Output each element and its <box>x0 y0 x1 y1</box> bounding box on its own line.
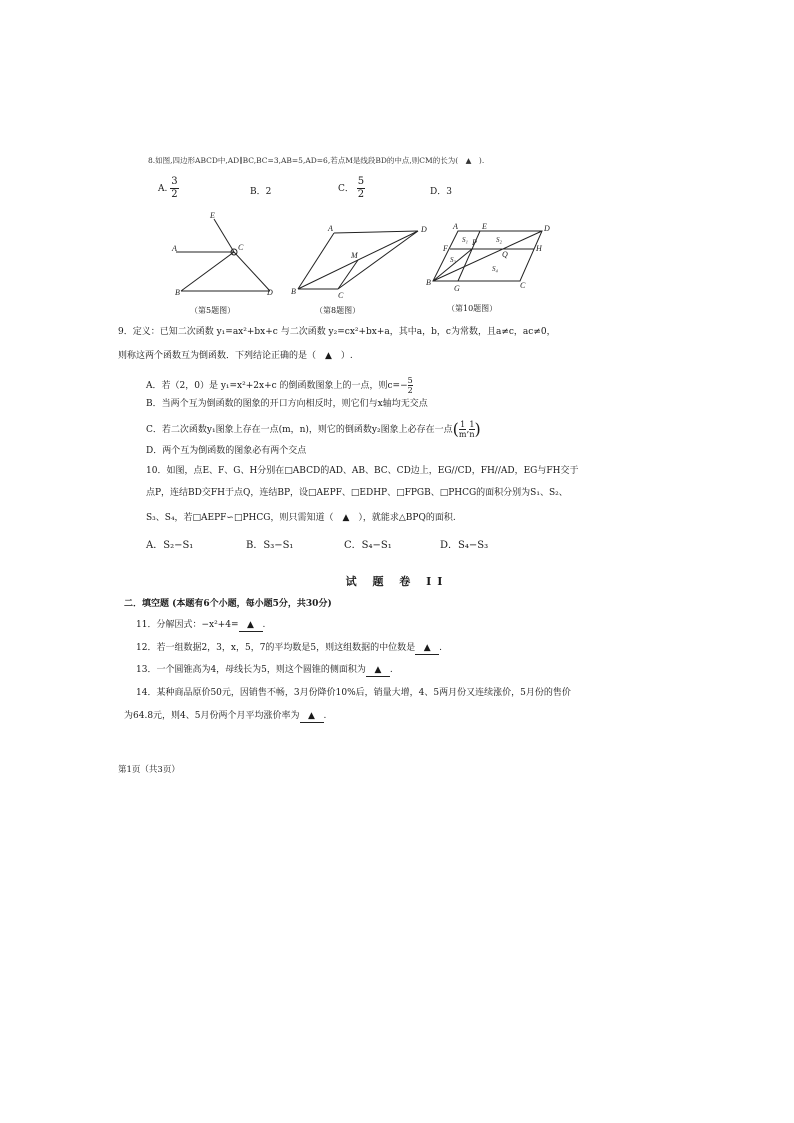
question-10-line-2: 点P，连结BD交FH于点Q，连结BP，设□AEPF、□EDHP、□FPGB、□PHCG的面积分别为S₁、S₂、 <box>146 488 568 498</box>
q8-option-b: B．2 <box>250 187 272 197</box>
question-14-line-2 <box>124 710 326 723</box>
page-footer: 第1页（共3页） <box>118 765 180 775</box>
q9-c-fraction-2-numerator: 1 <box>469 420 475 429</box>
q8-option-d: D．3 <box>430 187 452 197</box>
fig10-label-P: P <box>472 238 477 247</box>
q8-c-numerator: 5 <box>357 176 365 187</box>
geometry-figures <box>150 205 570 320</box>
figures-row <box>150 205 570 320</box>
question-14-line-1: 14．某种商品原价50元，因销售不畅，3月份降价10%后，销量大增，4、5两月份又连续涨价，5月份的售价 <box>136 688 571 698</box>
fig10-label-C: C <box>520 281 526 290</box>
question-13 <box>136 664 393 677</box>
q8-c-denominator: 2 <box>357 189 365 200</box>
figure-5 <box>176 219 270 291</box>
q9-option-a <box>146 376 413 395</box>
q8-a-numerator: 3 <box>171 176 178 187</box>
q8-option-a-fraction <box>170 176 178 201</box>
figure-10-caption: （第10题图） <box>447 304 498 313</box>
q9-c-fraction-2-denominator: n <box>469 430 475 439</box>
q13-text: 13．一个圆锥高为4，母线长为5，则这个圆锥的侧面积为 <box>136 665 366 675</box>
figure-5-caption: （第5题图） <box>190 306 236 315</box>
question-10-line-1: 10．如图，点E、F、G、H分别在□ABCD的AD、AB、BC、CD边上，EG//CD，FH//AD，EG与FH交于 <box>146 466 579 476</box>
q14-end: . <box>323 711 327 721</box>
question-12 <box>136 642 442 655</box>
fig5-label-B: B <box>175 288 180 297</box>
q8-option-a-label: A. <box>158 184 168 194</box>
q11-end: . <box>262 620 266 630</box>
q11-text: 11．分解因式：−x²+4= <box>136 620 239 630</box>
fig10-label-H: H <box>536 244 542 253</box>
q12-answer-blank: ▲ <box>415 642 439 655</box>
section-heading: 二．填空题 (本题有6个小题，每小题5分，共30分) <box>124 599 332 609</box>
q8-a-denominator: 2 <box>171 189 178 200</box>
q10-option-b: B．S₃−S₁ <box>246 540 294 551</box>
q9-c-fraction-1-denominator: m <box>458 430 467 439</box>
section-title: 试 题 卷 II <box>345 575 449 588</box>
q9-c-open-paren: ( <box>452 419 459 439</box>
question-9-stem-2: 则称这两个函数互为倒函数．下列结论正确的是（ ▲ ）. <box>118 351 353 361</box>
fig5-label-A: A <box>172 244 177 253</box>
question-8-stem: 8.如图,四边形ABCD中,AD∥BC,BC=3,AB=5,AD=6,若点M是线段BD的中点,则CM的长为( ▲ ). <box>148 156 485 165</box>
q9-option-a-text: A．若（2，0）是 y₁=x²+2x+c 的倒函数图象上的一点，则c=− <box>146 381 408 391</box>
q11-answer-blank: ▲ <box>239 619 263 632</box>
fig5-label-D: D <box>267 288 273 297</box>
question-10-line-3: S₃、S₄，若□AEPF∽□PHCG，则只需知道（ ▲ ），就能求△BPQ的面积. <box>146 513 456 523</box>
q12-end: . <box>439 643 443 653</box>
q14-text: 为64.8元，则4、5月份两个月平均涨价率为 <box>124 711 300 721</box>
fig8-label-C: C <box>338 291 344 300</box>
q14-answer-blank: ▲ <box>300 710 324 723</box>
q8-option-a <box>158 176 179 201</box>
fig10-label-E: E <box>482 222 487 231</box>
fig8-label-D: D <box>421 225 427 234</box>
q9-c-close-paren: ) <box>474 419 481 439</box>
fig10-label-S4: S₄ <box>492 265 498 273</box>
fig10-label-S2: S₂ <box>496 236 502 244</box>
fig5-label-E: E <box>210 211 215 220</box>
fig8-label-M: M <box>351 251 358 260</box>
q10-option-a: A．S₂−S₁ <box>146 540 194 551</box>
q9-a-denominator: 2 <box>407 386 413 395</box>
fig10-label-Q: Q <box>502 250 508 259</box>
figure-8 <box>298 231 418 289</box>
q9-a-numerator: 5 <box>407 376 413 385</box>
question-11 <box>136 619 265 632</box>
q13-end: . <box>389 665 393 675</box>
fig10-label-S1: S₁ <box>462 236 468 244</box>
fig10-label-S3: S₃ <box>450 256 456 264</box>
fig10-label-B: B <box>426 278 431 287</box>
fig10-label-D: D <box>544 224 550 233</box>
q9-c-fraction-1-numerator: 1 <box>460 420 466 429</box>
fig10-label-A: A <box>453 222 458 231</box>
q8-option-c-label: C． <box>338 184 354 194</box>
fig8-label-A: A <box>328 224 333 233</box>
q9-option-b: B．当两个互为倒函数的图象的开口方向相反时，则它们与x轴均无交点 <box>146 399 428 409</box>
q9-option-c-text: C．若二次函数y₁图象上存在一点(m，n)，则它的倒函数y₂图象上必存在一点 <box>146 425 453 435</box>
q9-option-d: D．两个互为倒函数的图象必有两个交点 <box>146 446 307 456</box>
fig5-label-C: C <box>238 243 244 252</box>
fig10-label-F: F <box>443 244 448 253</box>
q12-text: 12．若一组数据2，3，x，5，7的平均数是5，则这组数据的中位数是 <box>136 643 416 653</box>
fig8-label-B: B <box>291 287 296 296</box>
q9-option-c: C．若二次函数y₁图象上存在一点(m，n)，则它的倒函数y₂图象上必存在一点( $\frac{1}{m}$, $\frac{1}{n}$) <box>146 419 481 439</box>
figure-8-caption: （第8题图） <box>315 306 361 315</box>
question-9-stem-1: 9．定义：已知二次函数 y₁=ax²+bx+c 与二次函数 y₂=cx²+bx+a，其中a，b，c为常数，且a≠c，ac≠0， <box>118 327 556 337</box>
q8-option-c-fraction <box>357 176 365 201</box>
q8-option-c <box>338 176 365 201</box>
q9-option-a-fraction <box>408 376 413 395</box>
q9-c-fraction-1 <box>459 420 467 439</box>
q13-answer-blank: ▲ <box>366 664 390 677</box>
q10-option-c: C．S₄−S₁ <box>344 540 392 551</box>
q10-option-d: D．S₄−S₃ <box>440 540 489 551</box>
fig10-label-G: G <box>454 284 460 293</box>
